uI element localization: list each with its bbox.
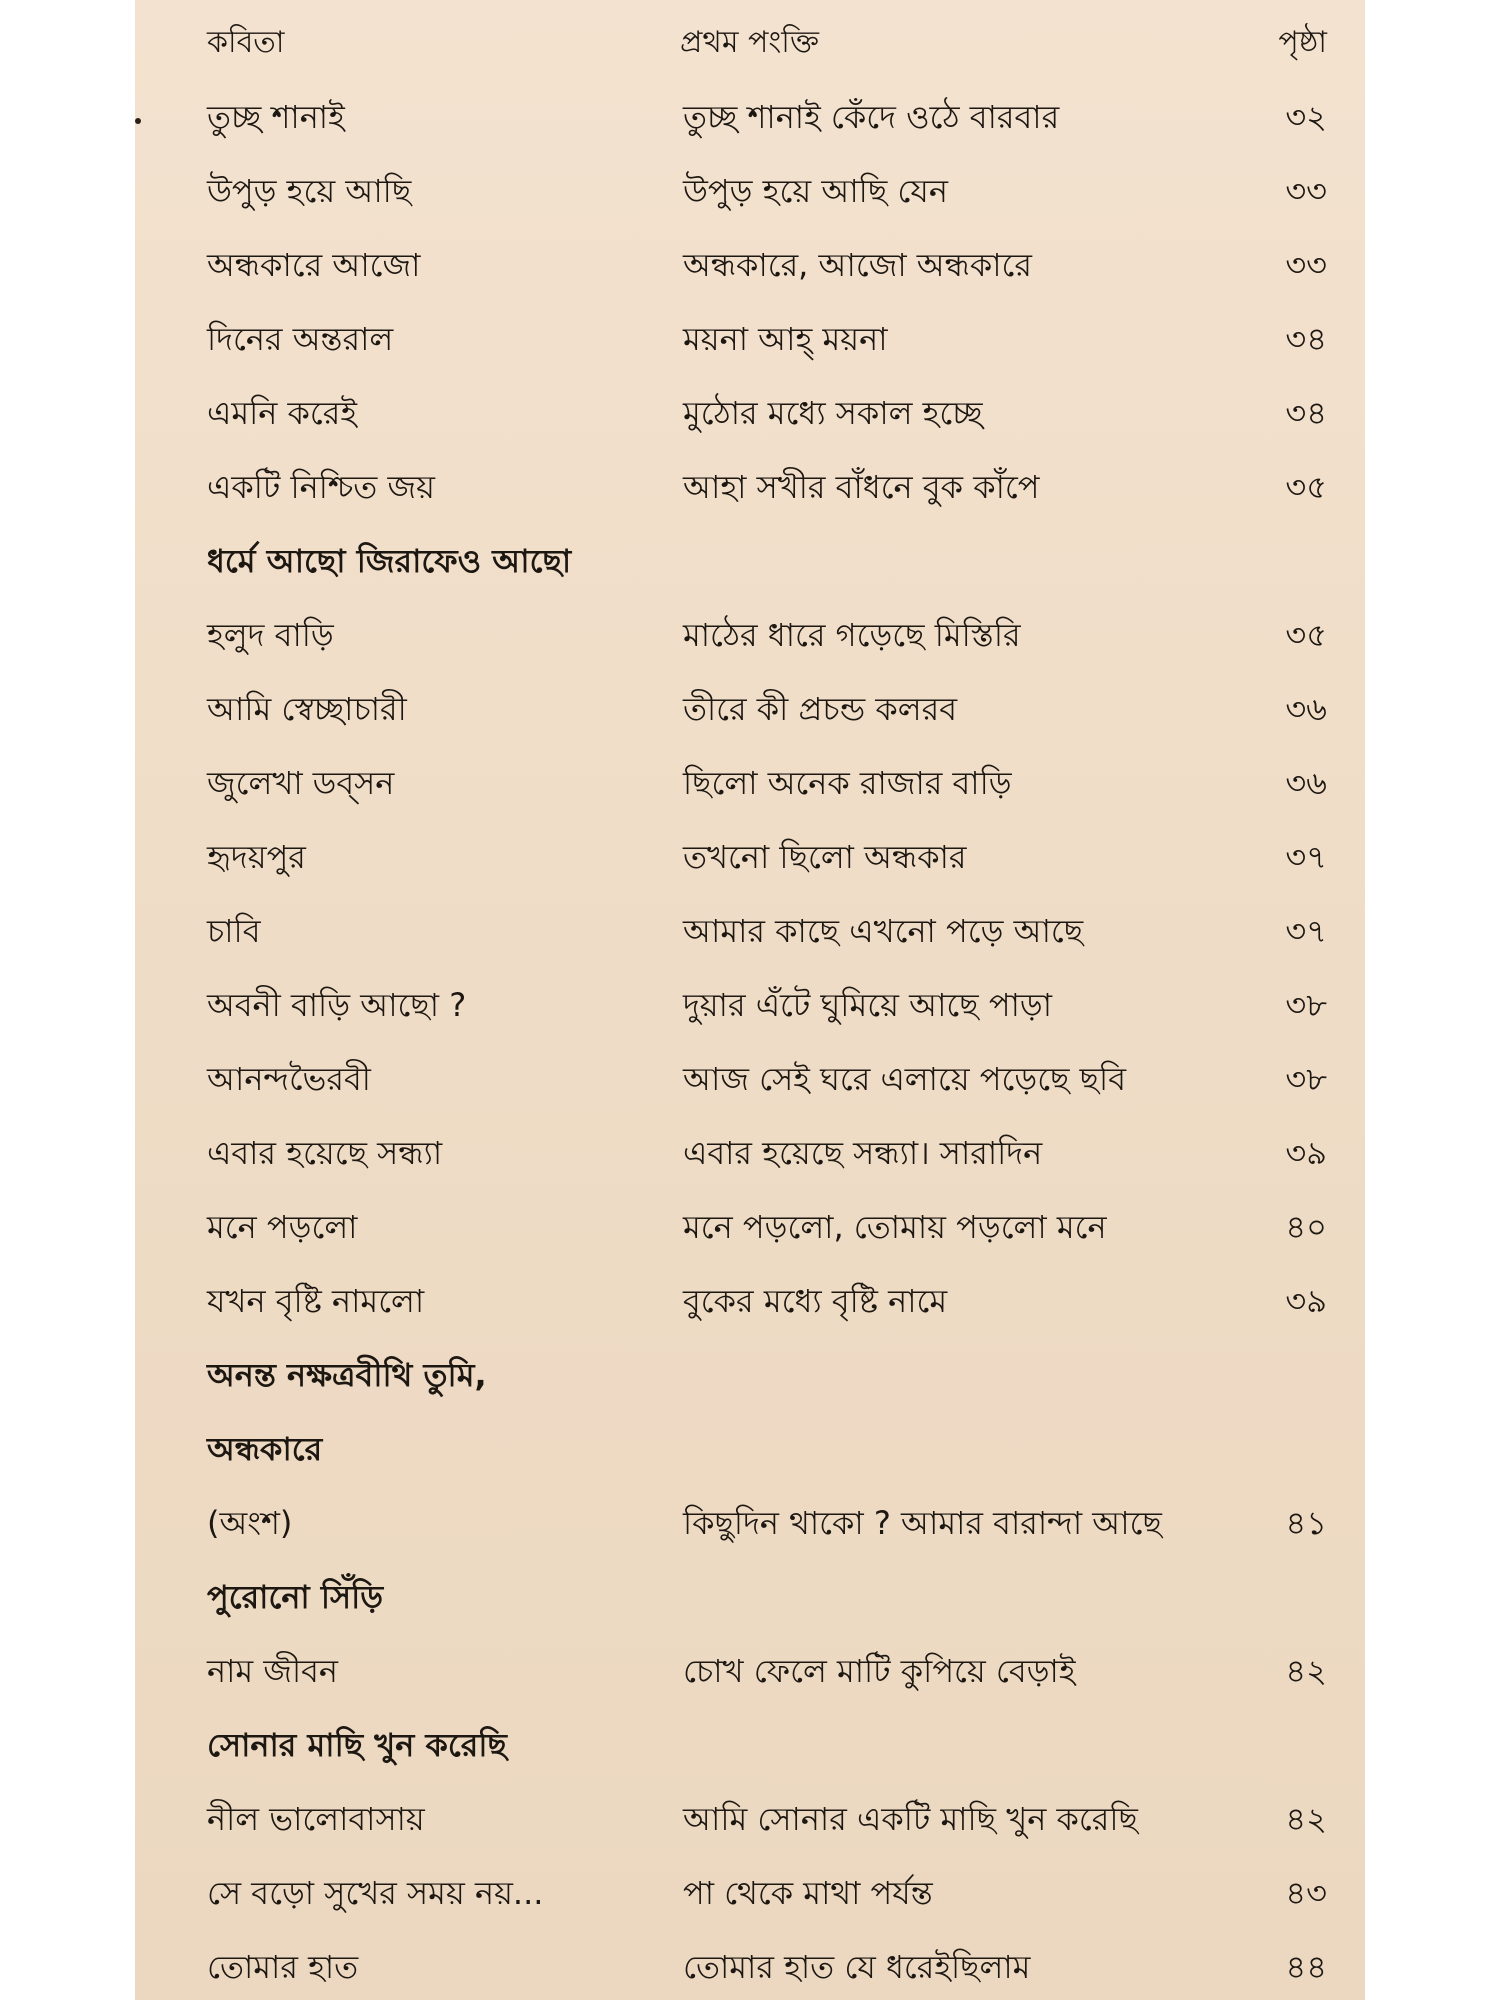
list-item: [135, 302, 1365, 376]
header-poem: কবিতা: [207, 25, 285, 60]
first-line: আমি সোনার একটি মাছি খুন করেছি: [683, 1800, 1138, 1838]
first-line: ছিলো অনেক রাজার বাড়ি: [683, 764, 1012, 802]
first-line: তখনো ছিলো অন্ধকার: [683, 838, 967, 876]
page-number: ৩৭: [1285, 838, 1327, 876]
poem-title: আমি স্বেচ্ছাচারী: [207, 690, 407, 728]
page-number: ৩৬: [1285, 764, 1327, 802]
page-number: ৩৩: [1285, 172, 1327, 210]
list-item: [135, 968, 1365, 1042]
list-item: [135, 598, 1365, 672]
list-item: [135, 894, 1365, 968]
list-item: [135, 1116, 1365, 1190]
contents-list: [135, 80, 1365, 2004]
first-line: মাঠের ধারে গড়েছে মিস্তিরি: [683, 616, 1021, 654]
section-heading-row: [135, 1708, 1365, 1782]
list-item: [135, 746, 1365, 820]
first-line: মনে পড়লো, তোমায় পড়লো মনে: [683, 1208, 1107, 1246]
poem-title: এমনি করেই: [207, 394, 358, 432]
list-item: [135, 376, 1365, 450]
list-item: [135, 80, 1365, 154]
list-item: [135, 1486, 1365, 1560]
page-number: ৪৪: [1285, 1948, 1327, 1986]
section-title: পুরোনো সিঁড়ি: [207, 1578, 384, 1616]
page-number: ৪৩: [1285, 1874, 1327, 1912]
poem-title: একটি নিশ্চিত জয়: [207, 468, 435, 506]
section-title: অনন্ত নক্ষত্রবীথি তুমি,: [207, 1356, 487, 1394]
poem-title: জুলেখা ডব্‌সন: [207, 764, 395, 802]
first-line: আজ সেই ঘরে এলায়ে পড়েছে ছবি: [683, 1060, 1127, 1098]
first-line: আহা সখীর বাঁধনে বুক কাঁপে: [683, 468, 1040, 506]
header-page: পৃষ্ঠা: [1278, 25, 1327, 60]
first-line: দুয়ার এঁটে ঘুমিয়ে আছে পাড়া: [683, 986, 1052, 1024]
section-heading-row: [135, 1412, 1365, 1486]
page-number: ৪১: [1285, 1504, 1327, 1542]
first-line: চোখ ফেলে মাটি কুপিয়ে বেড়াই: [683, 1652, 1076, 1690]
poem-title: (অংশ): [207, 1504, 293, 1542]
first-line: পা থেকে মাথা পর্যন্ত: [683, 1874, 933, 1912]
list-item: [135, 1782, 1365, 1856]
page-number: ৩৮: [1285, 1060, 1327, 1098]
poem-title: উপুড় হয়ে আছি: [207, 172, 412, 210]
list-item: [135, 1264, 1365, 1338]
first-line: তোমার হাত যে ধরেইছিলাম: [683, 1948, 1031, 1986]
poem-title: নীল ভালোবাসায়: [207, 1800, 425, 1838]
poem-title: তোমার হাত: [207, 1948, 359, 1986]
page-number: ৩৭: [1285, 912, 1327, 950]
poem-title: হৃদয়পুর: [207, 838, 306, 876]
page-number: ৩৮: [1285, 986, 1327, 1024]
list-item: [135, 228, 1365, 302]
poem-title: চাবি: [207, 912, 261, 950]
first-line: উপুড় হয়ে আছি যেন: [683, 172, 948, 210]
section-title: ধর্মে আছো জিরাফেও আছো: [207, 542, 572, 580]
page-number: ৩৬: [1285, 690, 1327, 728]
section-heading-row: [135, 524, 1365, 598]
book-page: [135, 0, 1365, 2000]
page-number: ৩৯: [1285, 1134, 1327, 1172]
first-line: মুঠোর মধ্যে সকাল হচ্ছে: [683, 394, 983, 432]
first-line: কিছুদিন থাকো ? আমার বারান্দা আছে: [683, 1504, 1162, 1542]
poem-title: অবনী বাড়ি আছো ?: [207, 986, 467, 1024]
poem-title: আনন্দভৈরবী: [207, 1060, 371, 1098]
page-number: ৪২: [1285, 1800, 1327, 1838]
list-item: [135, 450, 1365, 524]
page-number: ৪২: [1285, 1652, 1327, 1690]
first-line: ময়না আহ্ ময়না: [683, 320, 888, 358]
page-number: ৩৪: [1285, 320, 1327, 358]
section-heading-row: [135, 1338, 1365, 1412]
section-title: সোনার মাছি খুন করেছি: [207, 1726, 507, 1764]
poem-title: নাম জীবন: [207, 1652, 339, 1690]
page-number: ৩২: [1285, 98, 1327, 136]
poem-title: সে বড়ো সুখের সময় নয়...: [207, 1874, 544, 1912]
first-line: বুকের মধ্যে বৃষ্টি নামে: [683, 1282, 948, 1320]
table-header: [135, 12, 1365, 62]
page-number: ৩৩: [1285, 246, 1327, 284]
poem-title: এবার হয়েছে সন্ধ্যা: [207, 1134, 443, 1172]
poem-title: মনে পড়লো: [207, 1208, 358, 1246]
list-item: [135, 154, 1365, 228]
list-item: [135, 1634, 1365, 1708]
page-number: ৩৫: [1285, 616, 1327, 654]
first-line: অন্ধকারে, আজো অন্ধকারে: [683, 246, 1032, 284]
first-line: তীরে কী প্রচন্ড কলরব: [683, 690, 958, 728]
section-heading-row: [135, 1560, 1365, 1634]
list-item: [135, 672, 1365, 746]
poem-title: যখন বৃষ্টি নামলো: [207, 1282, 425, 1320]
first-line: এবার হয়েছে সন্ধ্যা। সারাদিন: [683, 1134, 1043, 1172]
first-line: তুচ্ছ শানাই কেঁদে ওঠে বারবার: [683, 98, 1060, 136]
page-number: ৪০: [1285, 1208, 1327, 1246]
list-item: [135, 820, 1365, 894]
page-number: ৩৪: [1285, 394, 1327, 432]
page-number: ৩৫: [1285, 468, 1327, 506]
poem-title: দিনের অন্তরাল: [207, 320, 394, 358]
list-item: [135, 1042, 1365, 1116]
poem-title: অন্ধকারে আজো: [207, 246, 421, 284]
first-line: আমার কাছে এখনো পড়ে আছে: [683, 912, 1084, 950]
list-item: [135, 1190, 1365, 1264]
list-item: [135, 1930, 1365, 2004]
list-item: [135, 1856, 1365, 1930]
poem-title: হলুদ বাড়ি: [207, 616, 334, 654]
poem-title: তুচ্ছ শানাই: [207, 98, 345, 136]
header-first-line: প্রথম পংক্তি: [680, 25, 820, 60]
section-title: অন্ধকারে: [207, 1430, 323, 1468]
page-number: ৩৯: [1285, 1282, 1327, 1320]
